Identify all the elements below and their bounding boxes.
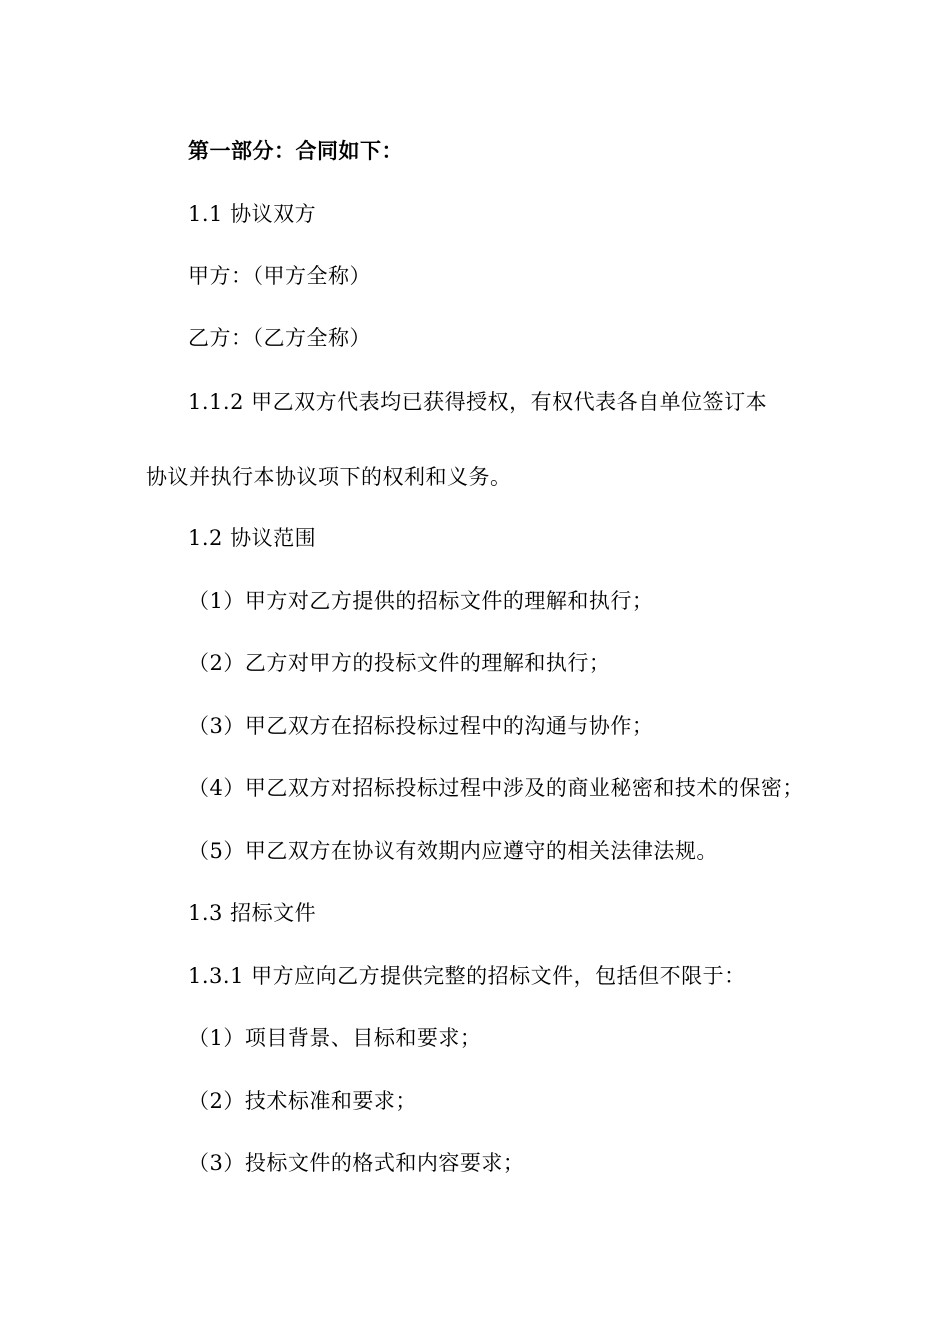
- scope-item: （1）甲方对乙方提供的招标文件的理解和执行；: [188, 589, 654, 613]
- party-a-line: 甲方：（甲方全称）: [188, 264, 371, 288]
- clause-1-1-2-line1: 1.1.2 甲乙双方代表均已获得授权，有权代表各自单位签订本: [188, 390, 768, 414]
- scope-item: （2）乙方对甲方的投标文件的理解和执行；: [188, 651, 611, 675]
- clause-1-3-title: 1.3 招标文件: [188, 901, 317, 925]
- clause-1-1-2-line2: 协议并执行本协议项下的权利和义务。: [146, 465, 512, 489]
- scope-item: （5）甲乙双方在协议有效期内应遵守的相关法律法规。: [188, 839, 718, 863]
- scope-item: （3）甲乙双方在招标投标过程中的沟通与协作；: [188, 714, 654, 738]
- tender-item: （1）项目背景、目标和要求；: [188, 1026, 482, 1050]
- party-b-line: 乙方：（乙方全称）: [188, 326, 371, 350]
- scope-item: （4）甲乙双方对招标投标过程中涉及的商业秘密和技术的保密；: [188, 776, 804, 800]
- tender-item: （3）投标文件的格式和内容要求；: [188, 1151, 525, 1175]
- clause-1-1-title: 1.1 协议双方: [188, 202, 317, 226]
- section-heading: 第一部分：合同如下：: [188, 138, 403, 163]
- clause-1-3-1-line: 1.3.1 甲方应向乙方提供完整的招标文件，包括但不限于：: [188, 964, 746, 988]
- clause-1-2-title: 1.2 协议范围: [188, 526, 317, 550]
- tender-item: （2）技术标准和要求；: [188, 1089, 417, 1113]
